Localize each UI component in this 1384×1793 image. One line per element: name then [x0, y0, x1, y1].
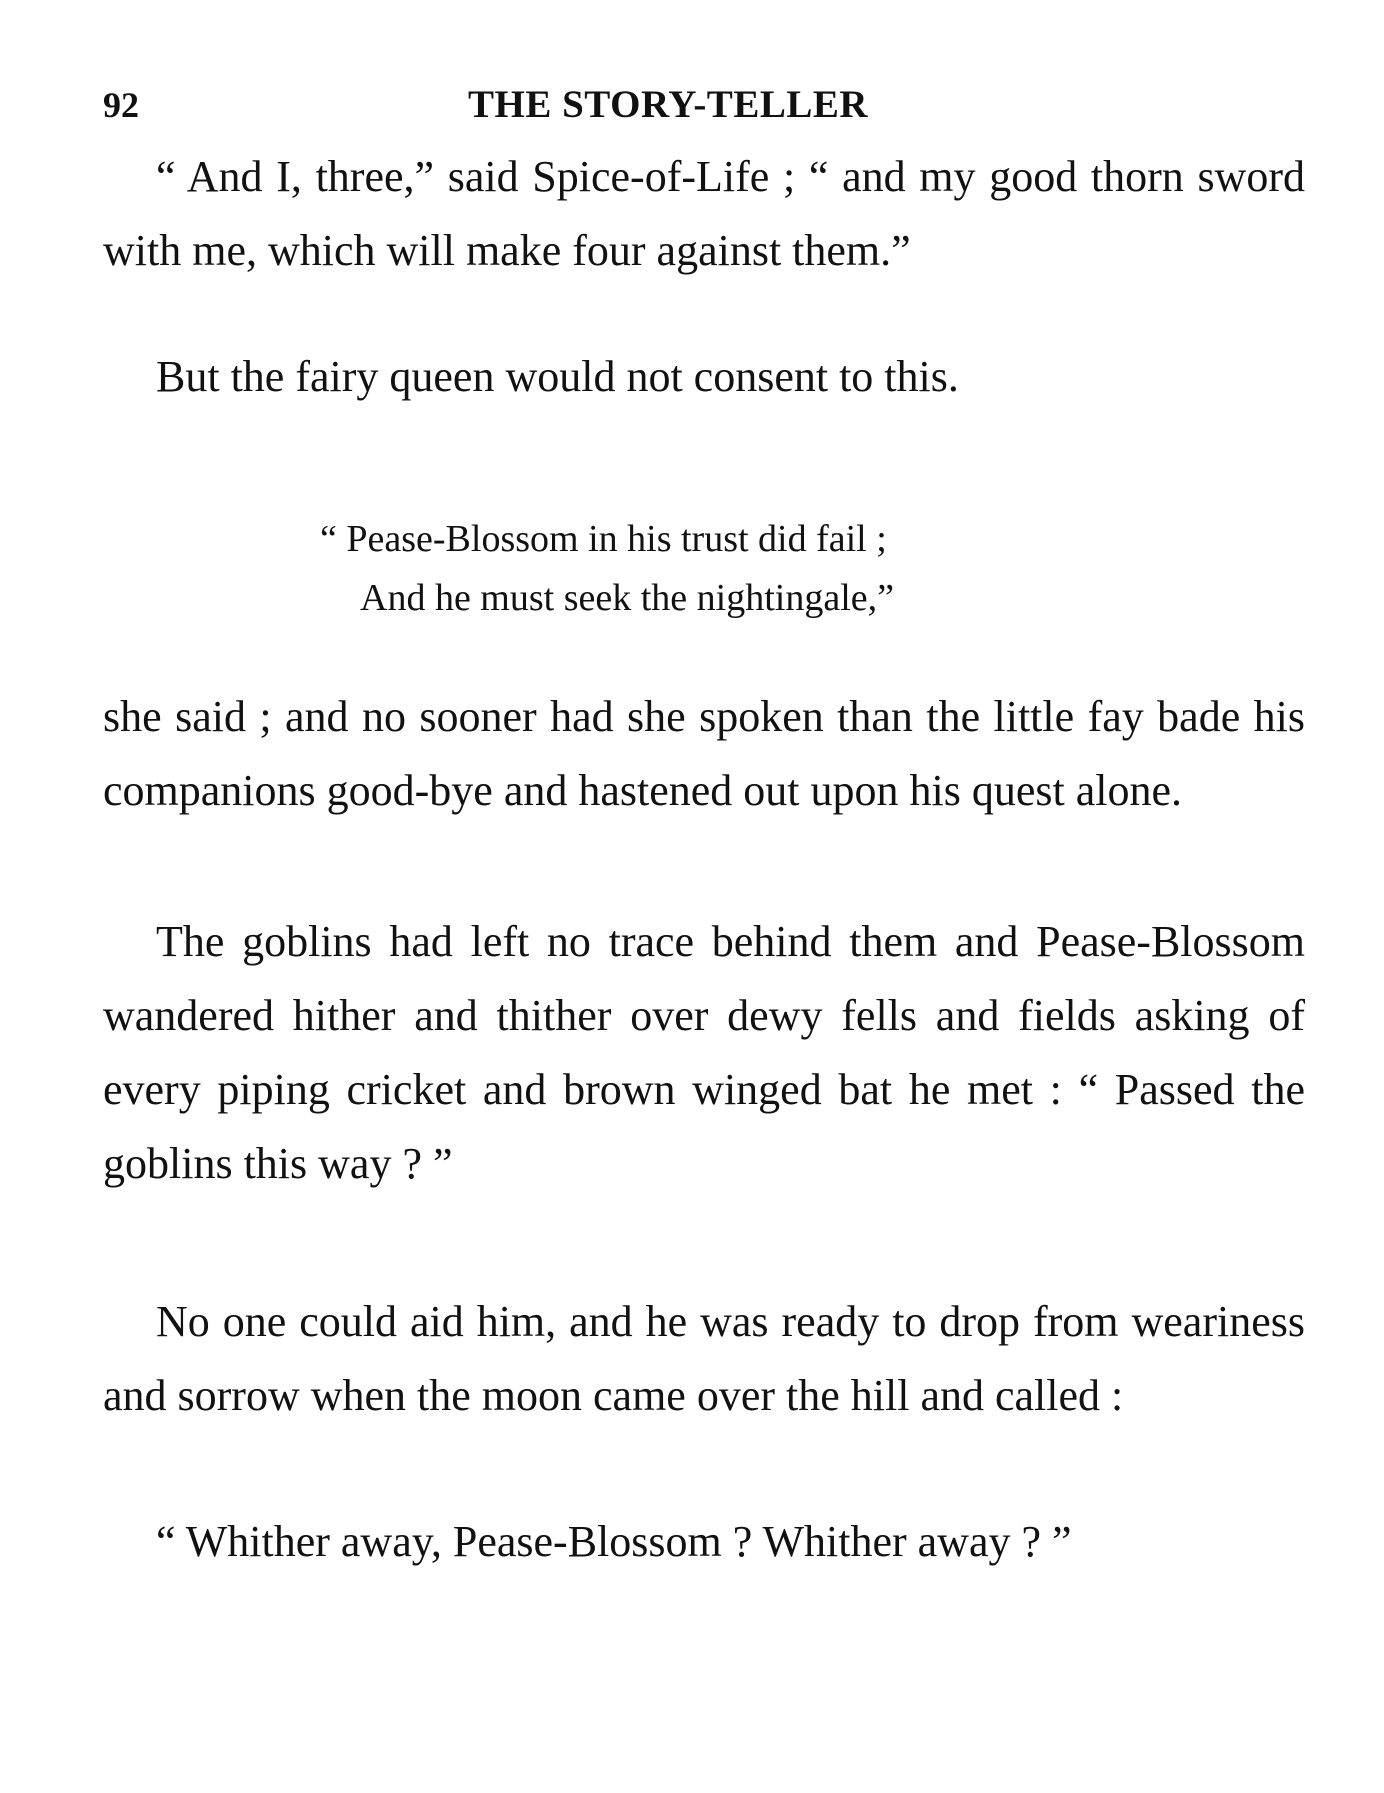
paragraph-goblins: The goblins had left no trace behind them and Pease-Blossom wandered hither and thither over dewy fells and fields asking of every piping cricket and brown winged bat he met : “ Passed the goblins this way ? ”: [103, 917, 1305, 1188]
paragraph-she-said: she said ; and no sooner had she spoken than the little fay bade his companions good-bye and hastened out upon his quest alone.: [103, 692, 1305, 815]
verse-line: “ Pease-Blossom in his trust did fail ;: [320, 518, 887, 560]
page-number: 92: [103, 85, 139, 125]
paragraph-whither-away: “ Whither away, Pease-Blossom ? Whither away ? ”: [156, 1517, 1072, 1566]
verse-line: And he must seek the nightingale,”: [360, 577, 894, 619]
page-header: [103, 82, 1303, 132]
verse-block: [320, 510, 1120, 628]
paragraph-spice-of-life: “ And I, three,” said Spice-of-Life ; “ and my good thorn sword with me, which will make four against them.”: [103, 152, 1305, 275]
paragraph-no-one-could-aid: No one could aid him, and he was ready to drop from weariness and sorrow when the moon came over the hill and called :: [103, 1297, 1305, 1420]
running-title: THE STORY-TELLER: [468, 83, 869, 126]
paragraph-fairy-queen: But the fairy queen would not consent to this.: [156, 352, 959, 401]
